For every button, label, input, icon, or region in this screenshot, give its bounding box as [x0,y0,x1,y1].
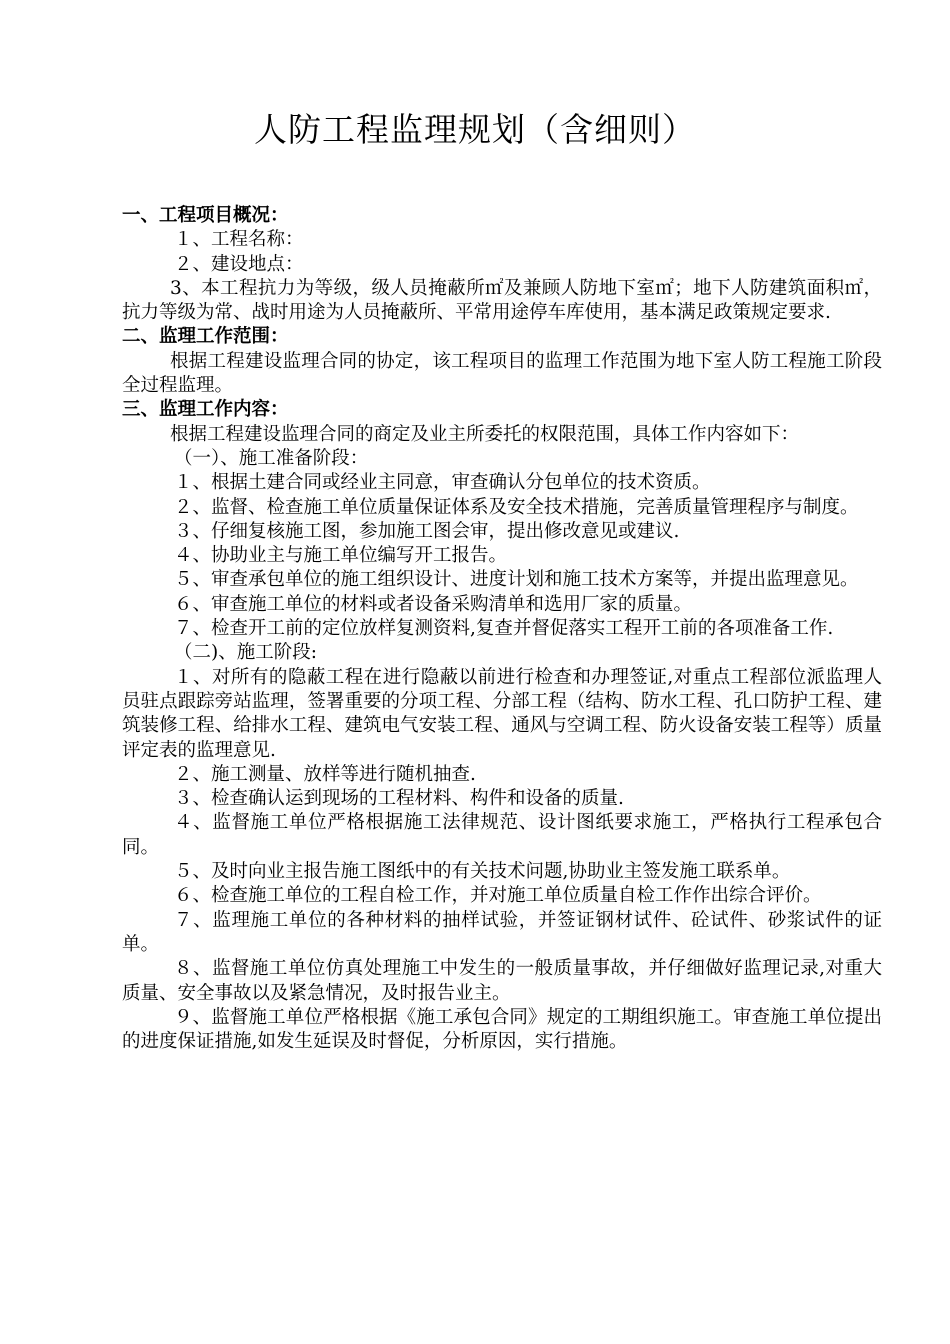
paragraph: ６、检查施工单位的工程自检工作，并对施工单位质量自检工作作出综合评价。 [174,885,822,907]
paragraph: １、对所有的隐蔽工程在进行隐蔽以前进行检查和办理签证,对重点工程部位派监理人员驻点跟踪旁站监理，签署重要的分项工程、分部工程（结构、防水工程、孔口防护工程、建筑装修工程、给排水工程、建筑电气安装工程、通风与空调工程、防火设备安装工程等）质量评定表的监理意见. [122,666,882,761]
section-heading: 二、监理工作范围： [122,326,289,348]
paragraph: ８、监督施工单位仿真处理施工中发生的一般质量事故，并仔细做好监理记录,对重大质量、安全事故以及紧急情况，及时报告业主。 [122,958,882,1004]
paragraph: １、根据土建合同或经业主同意，审查确认分包单位的技术资质。 [174,472,711,494]
paragraph: ９、监督施工单位严格根据《施工承包合同》规定的工期组织施工。审查施工单位提出的进度保证措施,如发生延误及时督促，分析原因，实行措施。 [122,1006,882,1053]
section-heading: 一、工程项目概况： [122,205,289,226]
paragraph: １、工程名称： [174,229,304,251]
paragraph: 根据工程建设监理合同的协定，该工程项目的监理工作范围为地下室人防工程施工阶段全过程监理。 [122,350,882,397]
paragraph: ６、审查施工单位的材料或者设备采购清单和选用厂家的质量。 [174,593,693,615]
document-body [122,204,882,1054]
paragraph: ３、仔细复核施工图，参加施工图会审，提出修改意见或建议. [174,520,680,542]
document-title: 人防工程监理规划（含细则） [254,110,696,149]
paragraph: （二)、施工阶段: [174,642,317,664]
paragraph: ４、监督施工单位严格根据施工法律规范、设计图纸要求施工，严格执行工程承包合同。 [122,812,882,858]
paragraph: ２、施工测量、放样等进行随机抽查. [174,763,476,785]
paragraph: ５、及时向业主报告施工图纸中的有关技术问题,协助业主签发施工联系单。 [174,861,791,883]
paragraph: ４、协助业主与施工单位编写开工报告。 [174,545,508,567]
paragraph: ２、监督、检查施工单位质量保证体系及安全技术措施，完善质量管理程序与制度。 [174,496,859,518]
paragraph: ３、检查确认运到现场的工程材料、构件和设备的质量. [174,788,624,810]
paragraph: ７、监理施工单位的各种材料的抽样试验，并签证钢材试件、砼试件、砂浆试件的证单。 [122,909,882,955]
paragraph: ２、建设地点： [174,253,304,275]
paragraph: ５、审查承包单位的施工组织设计、进度计划和施工技术方案等，并提出监理意见。 [174,569,859,591]
paragraph: （一）、施工准备阶段： [174,447,369,469]
paragraph: 根据工程建设监理合同的商定及业主所委托的权限范围，具体工作内容如下： [170,423,800,445]
paragraph: ７、检查开工前的定位放样复测资料,复查并督促落实工程开工前的各项准备工作. [174,618,834,640]
paragraph: 3、本工程抗力为等级，级人员掩蔽所㎡及兼顾人防地下室㎡；地下人防建筑面积㎡，抗力等级为常、战时用途为人员掩蔽所、平常用途停车库使用，基本满足政策规定要求. [122,277,882,324]
section-heading: 三、监理工作内容： [122,399,289,421]
